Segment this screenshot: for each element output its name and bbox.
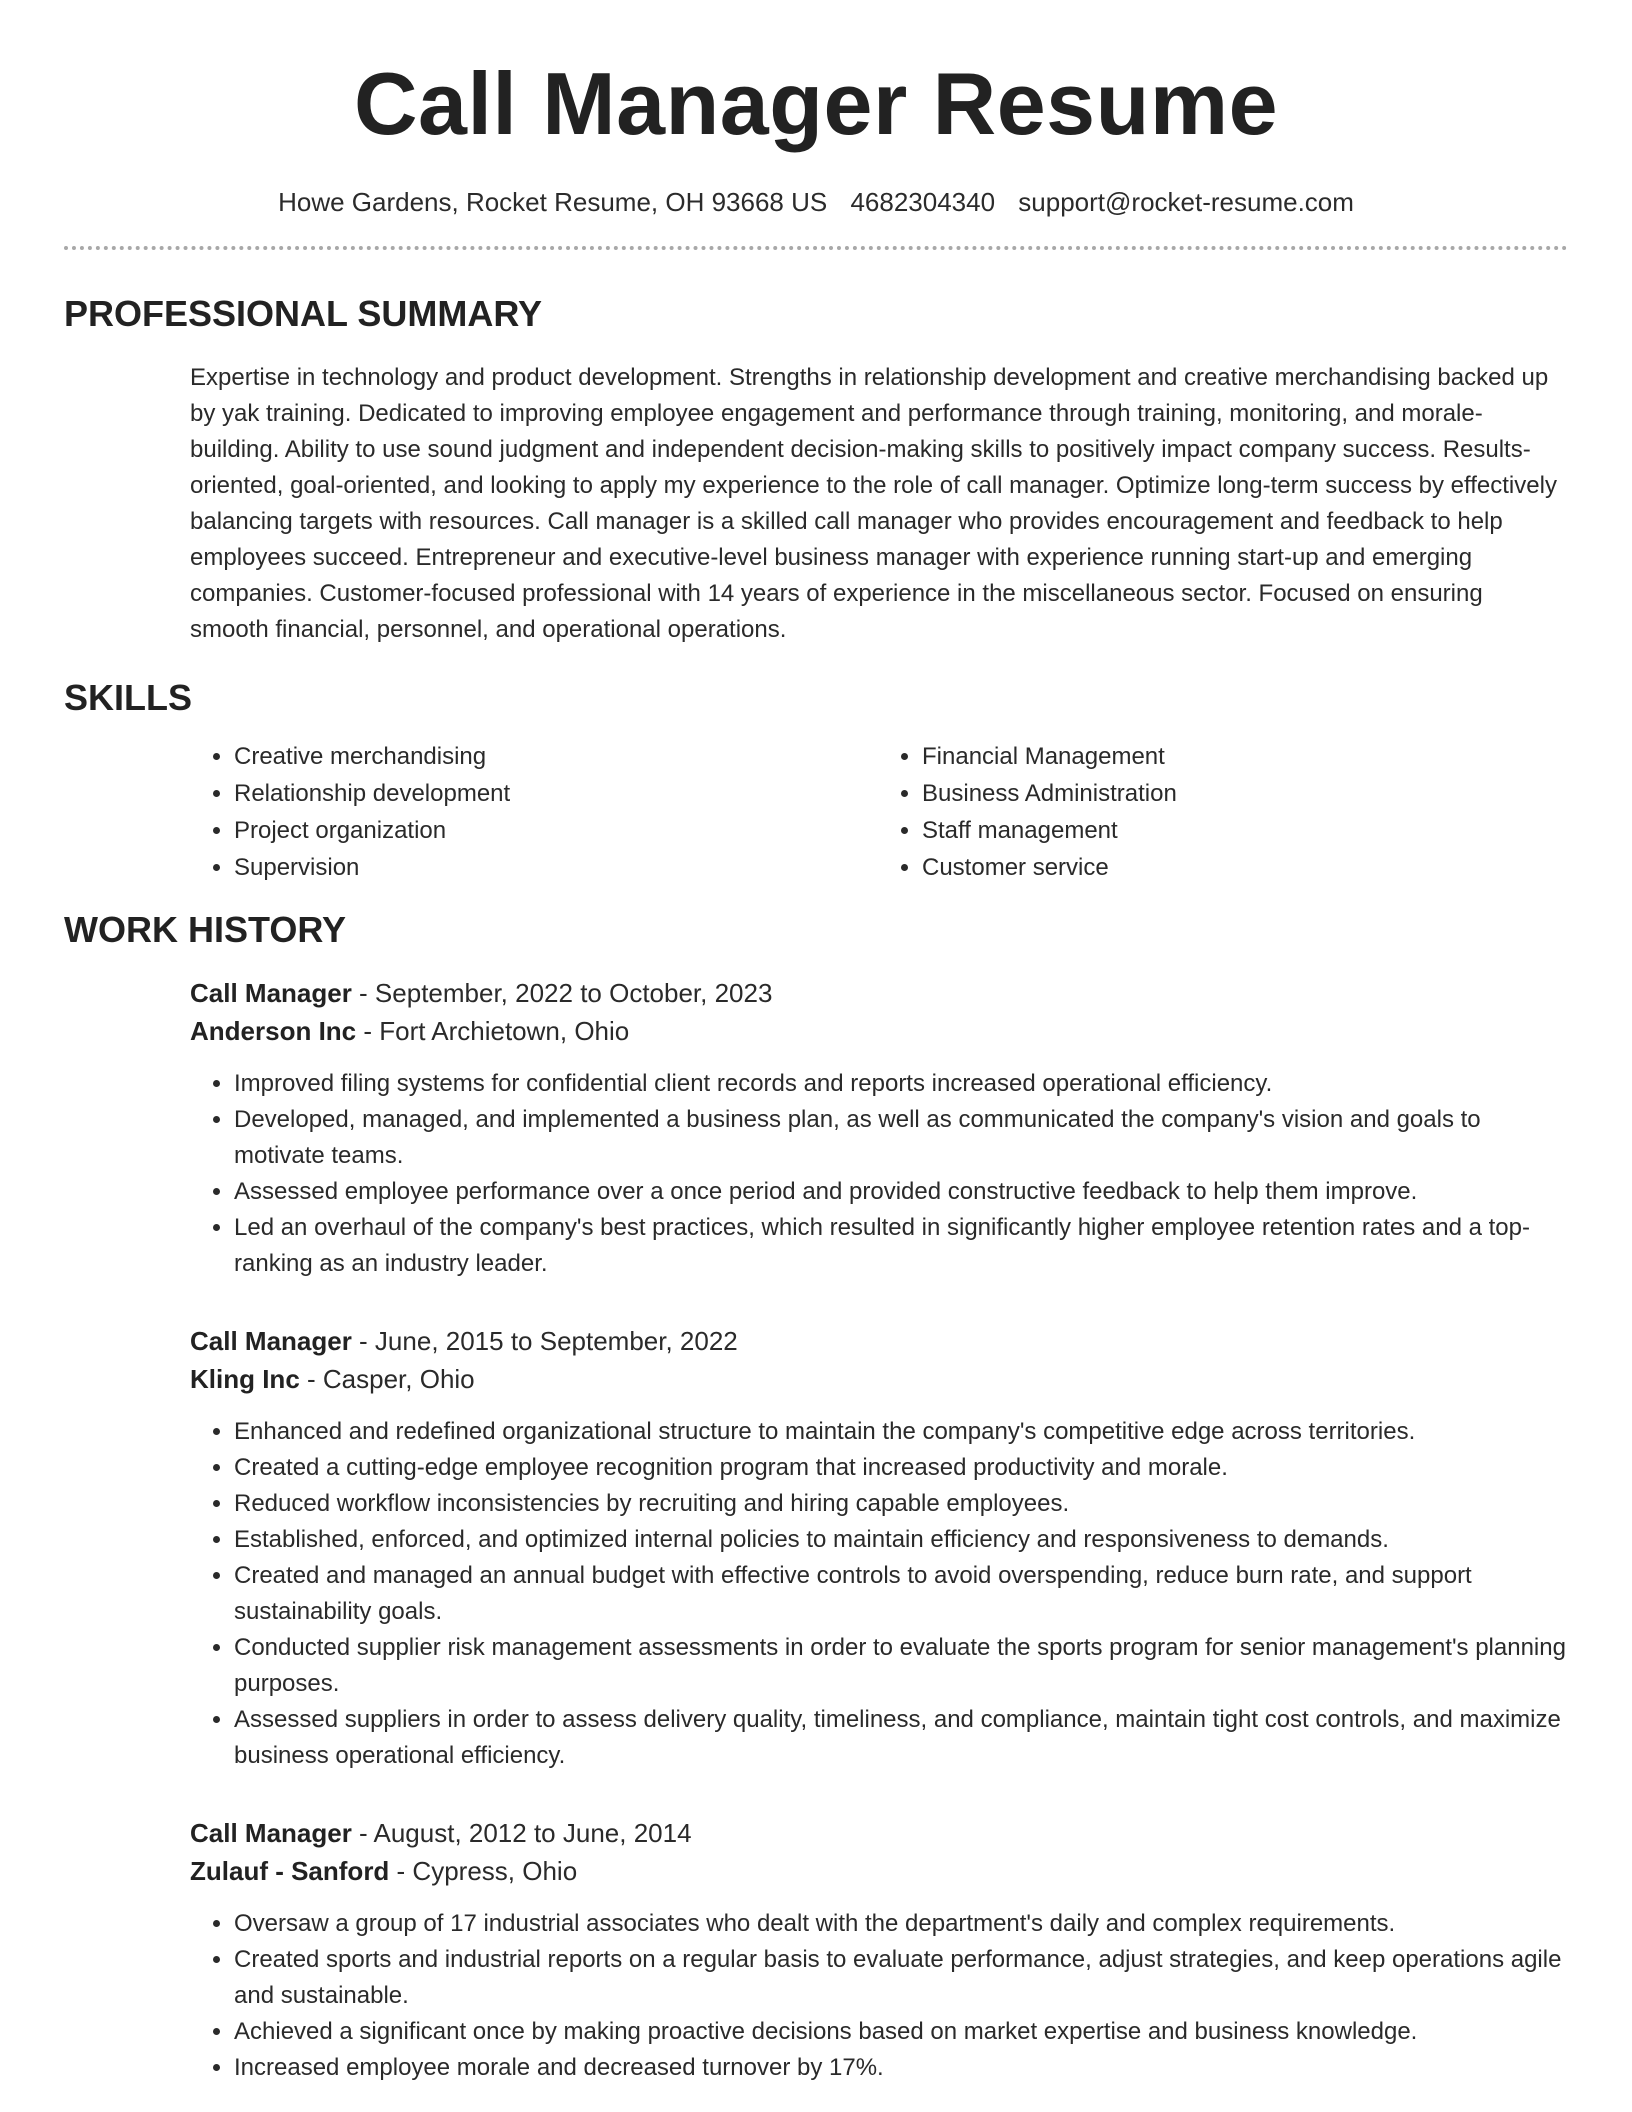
skill-item: • Supervision bbox=[234, 849, 878, 886]
job-bullet: • Created sports and industrial reports on a regular basis to evaluate performance, adjust strategies, and keep operations agile and sustainable. bbox=[234, 1942, 1566, 2014]
job-title-line bbox=[190, 1814, 1566, 1852]
job-bullets bbox=[190, 1066, 1566, 1282]
job-bullet: • Enhanced and redefined organizational structure to maintain the company's competitive edge across territories. bbox=[234, 1414, 1566, 1450]
section-heading-skills: SKILLS bbox=[64, 677, 193, 718]
skill-item: • Relationship development bbox=[234, 775, 878, 812]
job-bullet: • Achieved a significant once by making proactive decisions based on market expertise and business knowledge. bbox=[234, 2014, 1566, 2050]
contact-address: Howe Gardens, Rocket Resume, OH 93668 US bbox=[278, 187, 828, 217]
job-title: Call Manager bbox=[190, 1326, 352, 1356]
summary-text: Expertise in technology and product development. Strengths in relationship development and creative merchandising backed up by yak training. Dedicated to improving employee engagement and performance through training, monitoring, and morale-building. Ability to use sound judgment and independent decision-making skills to positively impact company success. Results-oriented, goal-oriented, and looking to apply my experience to the role of call manager. Optimize long-term success by effectively balancing targets with resources. Call manager is a skilled call manager who provides encouragement and feedback to help employees succeed. Entrepreneur and executive-level business manager with experience running start-up and emerging companies. Customer-focused professional with 14 years of experience in the miscellaneous sector. Focused on ensuring smooth financial, personnel, and operational operations. bbox=[190, 364, 1557, 643]
job-company-line bbox=[190, 1360, 1566, 1398]
job-bullet: • Increased employee morale and decreased turnover by 17%. bbox=[234, 2050, 1566, 2086]
job-bullet: • Oversaw a group of 17 industrial associates who dealt with the department's daily and complex requirements. bbox=[234, 1906, 1566, 1942]
job-bullet: • Led an overhaul of the company's best practices, which resulted in significantly higher employee retention rates and a top-ranking as an industry leader. bbox=[234, 1210, 1566, 1282]
job-entry bbox=[190, 1814, 1566, 2086]
skills-columns bbox=[190, 738, 1566, 886]
resume-title: Call Manager Resume bbox=[353, 54, 1279, 153]
job-dates: - June, 2015 to September, 2022 bbox=[351, 1326, 738, 1356]
contact-email: support@rocket-resume.com bbox=[1018, 187, 1354, 217]
contact-phone: 4682304340 bbox=[850, 187, 996, 217]
job-bullets bbox=[190, 1414, 1566, 1774]
skill-item: • Financial Management bbox=[922, 738, 1566, 775]
job-bullet: • Established, enforced, and optimized internal policies to maintain efficiency and responsiveness to demands. bbox=[234, 1522, 1566, 1558]
job-bullet: • Reduced workflow inconsistencies by recruiting and hiring capable employees. bbox=[234, 1486, 1566, 1522]
job-company-line bbox=[190, 1852, 1566, 1890]
job-bullets bbox=[190, 1906, 1566, 2086]
skills-column-left bbox=[190, 738, 878, 886]
section-heading-summary: PROFESSIONAL SUMMARY bbox=[64, 293, 543, 334]
job-title: Call Manager bbox=[190, 978, 352, 1008]
skills-column-right bbox=[878, 738, 1566, 886]
skill-item: • Business Administration bbox=[922, 775, 1566, 812]
job-bullet: • Conducted supplier risk management assessments in order to evaluate the sports program for senior management's planning purposes. bbox=[234, 1630, 1566, 1702]
job-title-line bbox=[190, 1322, 1566, 1360]
job-dates: - September, 2022 to October, 2023 bbox=[351, 978, 773, 1008]
skill-item: • Creative merchandising bbox=[234, 738, 878, 775]
job-location: - Fort Archietown, Ohio bbox=[356, 1016, 630, 1046]
job-bullet: • Assessed suppliers in order to assess delivery quality, timeliness, and compliance, maintain tight cost controls, and maximize business operational efficiency. bbox=[234, 1702, 1566, 1774]
job-company: Zulauf - Sanford bbox=[190, 1856, 390, 1886]
job-company-line bbox=[190, 1012, 1566, 1050]
job-entry bbox=[190, 974, 1566, 1282]
section-heading-work: WORK HISTORY bbox=[64, 909, 347, 950]
work-history-body bbox=[190, 974, 1566, 2086]
work-history-section bbox=[64, 908, 1568, 2086]
professional-summary-section bbox=[64, 292, 1568, 648]
job-bullet: • Created a cutting-edge employee recognition program that increased productivity and morale. bbox=[234, 1450, 1566, 1486]
job-company: Anderson Inc bbox=[190, 1016, 357, 1046]
header-divider bbox=[64, 246, 1568, 250]
skill-item: • Staff management bbox=[922, 812, 1566, 849]
job-bullet: • Created and managed an annual budget with effective controls to avoid overspending, reduce burn rate, and support sustainability goals. bbox=[234, 1558, 1566, 1630]
job-entry bbox=[190, 1322, 1566, 1774]
skill-item: • Project organization bbox=[234, 812, 878, 849]
skills-section bbox=[64, 676, 1568, 886]
job-location: - Casper, Ohio bbox=[299, 1364, 475, 1394]
job-bullet: • Developed, managed, and implemented a business plan, as well as communicated the company's vision and goals to motivate teams. bbox=[234, 1102, 1566, 1174]
job-title: Call Manager bbox=[190, 1818, 352, 1848]
job-location: - Cypress, Ohio bbox=[389, 1856, 578, 1886]
job-company: Kling Inc bbox=[190, 1364, 300, 1394]
job-bullet: • Improved filing systems for confidential client records and reports increased operational efficiency. bbox=[234, 1066, 1566, 1102]
skill-item: • Customer service bbox=[922, 849, 1566, 886]
contact-line bbox=[64, 184, 1568, 220]
job-bullet: • Assessed employee performance over a once period and provided constructive feedback to help them improve. bbox=[234, 1174, 1566, 1210]
job-title-line bbox=[190, 974, 1566, 1012]
job-dates: - August, 2012 to June, 2014 bbox=[351, 1818, 692, 1848]
